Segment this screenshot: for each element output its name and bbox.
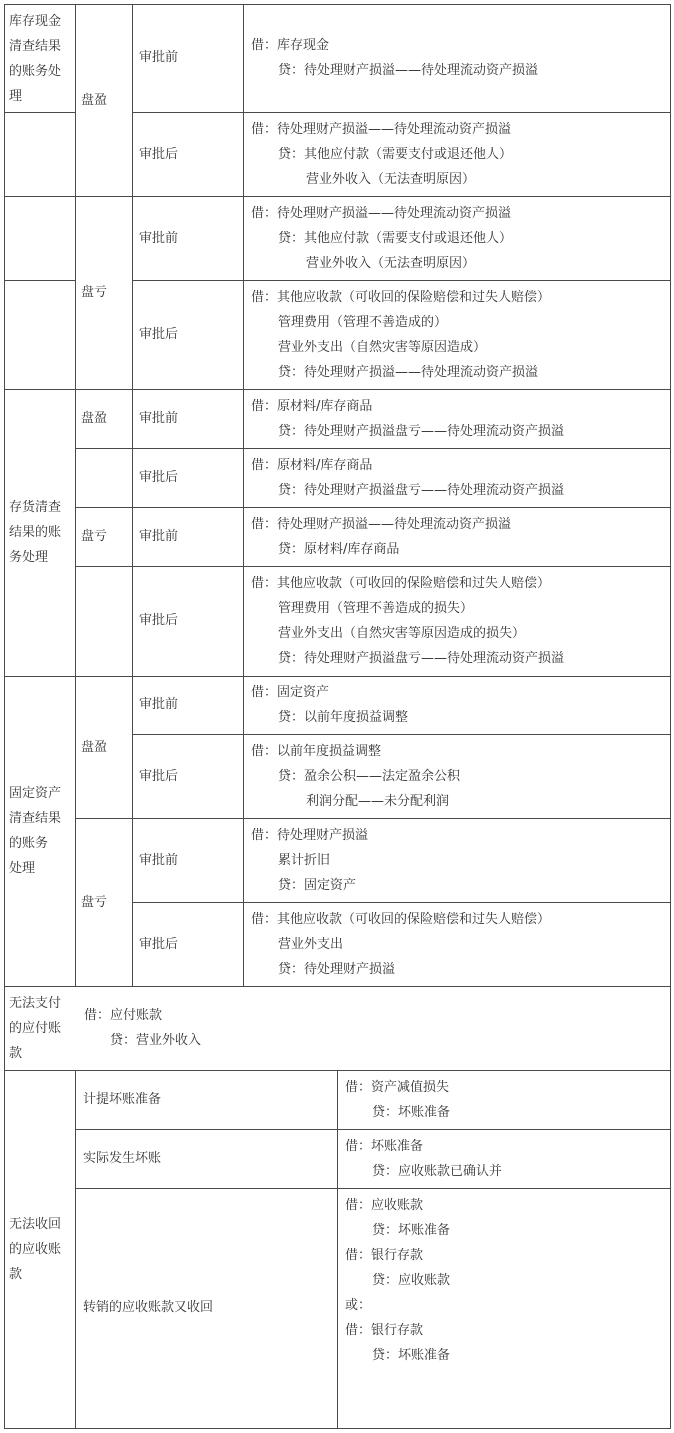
entry-credit: 贷：待处理财产损溢盘亏——待处理流动资产损溢 [278, 483, 565, 498]
stage-label: 审批后 [139, 147, 179, 162]
stage-label: 审批前 [139, 411, 179, 426]
entry-continued: 营业外支出（自然灾害等原因造成） [278, 340, 487, 355]
entry-continued: 营业外支出（自然灾害等原因造成的损失） [278, 626, 526, 641]
entry-credit: 贷：待处理财产损溢——待处理流动资产损溢 [278, 365, 539, 380]
entry-credit: 贷：坏账准备 [372, 1105, 451, 1120]
entry-credit: 贷：应收账款 [372, 1273, 451, 1288]
entry-credit: 贷：坏账准备 [372, 1223, 451, 1238]
section-title-fixed-assets: 固定资产 清查结果 的账务 处理 [9, 786, 62, 876]
section-title-cash: 库存现金 清查结果 的账务处 理 [9, 14, 62, 104]
entry-credit: 贷：以前年度损益调整 [278, 710, 409, 725]
entry-debit: 借：银行存款 [345, 1248, 424, 1263]
entry-debit: 借：其他应收款（可收回的保险赔偿和过失人赔偿） [251, 290, 551, 305]
entry-debit: 借：以前年度损益调整 [251, 744, 382, 759]
stage-label: 审批后 [139, 470, 179, 485]
entry-continued: 利润分配——未分配利润 [306, 794, 450, 809]
stage-label: 审批前 [139, 50, 179, 65]
entry-debit: 借：固定资产 [251, 685, 330, 700]
group-label-shortage: 盘亏 [81, 895, 108, 910]
entry-continued: 营业外收入（无法查明原因） [306, 256, 476, 271]
entry-debit: 借：资产减值损失 [345, 1080, 450, 1095]
stage-label: 审批后 [139, 327, 179, 342]
entry-credit: 贷：待处理财产损溢盘亏——待处理流动资产损溢 [278, 424, 565, 439]
section-title-unpayable: 无法支付 的应付账 款 [9, 996, 62, 1061]
entry-debit: 借：坏账准备 [345, 1139, 424, 1154]
entry-debit: 借：待处理财产损溢——待处理流动资产损溢 [251, 517, 512, 532]
entry-credit: 贷：待处理财产损溢 [278, 962, 396, 977]
entry-continued: 管理费用（管理不善造成的损失） [278, 601, 474, 616]
entry-credit: 贷：应收账款已确认并 [372, 1164, 503, 1179]
stage-label: 审批前 [139, 231, 179, 246]
entry-debit: 借：库存现金 [251, 38, 330, 53]
entry-debit: 借：待处理财产损溢——待处理流动资产损溢 [251, 122, 512, 137]
stage-label: 审批后 [139, 613, 179, 628]
entry-credit: 贷：原材料/库存商品 [278, 542, 400, 557]
stage-label: 审批后 [139, 937, 179, 952]
entry-debit: 借：银行存款 [345, 1323, 424, 1338]
row-label: 转销的应收账款又收回 [83, 1300, 214, 1315]
entry-continued: 营业外收入（无法查明原因） [306, 172, 476, 187]
entry-credit: 贷：其他应付款（需要支付或退还他人） [278, 147, 513, 162]
stage-label: 审批后 [139, 769, 179, 784]
section-title-uncollectible: 无法收回 的应收账 款 [9, 1217, 62, 1282]
entry-credit: 贷：盈余公积——法定盈余公积 [278, 769, 461, 784]
entry-credit: 贷：待处理财产损溢盘亏——待处理流动资产损溢 [278, 651, 565, 666]
entry-debit: 借：原材料/库存商品 [251, 458, 373, 473]
entry-credit: 贷：待处理财产损溢——待处理流动资产损溢 [278, 63, 539, 78]
entry-debit: 借：应收账款 [345, 1198, 424, 1213]
group-label-surplus: 盘盈 [81, 740, 108, 755]
stage-label: 审批前 [139, 697, 179, 712]
entry-debit: 借：其他应收款（可收回的保险赔偿和过失人赔偿） [251, 912, 551, 927]
entry-continued: 管理费用（管理不善造成的） [278, 315, 448, 330]
entry-debit: 借：原材料/库存商品 [251, 399, 373, 414]
entry-credit: 贷：固定资产 [278, 878, 357, 893]
entry-debit: 借：其他应收款（可收回的保险赔偿和过失人赔偿） [251, 576, 551, 591]
entry-or: 或： [345, 1298, 372, 1313]
entry-debit: 借：待处理财产损溢——待处理流动资产损溢 [251, 206, 512, 221]
stage-label: 审批前 [139, 529, 179, 544]
row-label: 计提坏账准备 [83, 1092, 162, 1107]
entry-continued: 营业外支出 [278, 937, 344, 952]
entry-debit: 借：应付账款 [84, 1008, 163, 1023]
group-label-shortage: 盘亏 [81, 285, 108, 300]
group-label-shortage: 盘亏 [81, 529, 108, 544]
entry-credit: 贷：营业外收入 [110, 1033, 202, 1048]
group-label-surplus: 盘盈 [81, 411, 108, 426]
stage-label: 审批前 [139, 853, 179, 868]
row-label: 实际发生坏账 [83, 1151, 162, 1166]
group-label-surplus: 盘盈 [81, 93, 108, 108]
entry-credit: 贷：坏账准备 [372, 1348, 451, 1363]
section-title-inventory: 存货清查 结果的账 务处理 [9, 500, 62, 565]
entry-debit: 借：待处理财产损溢 [251, 828, 369, 843]
entry-continued: 累计折旧 [278, 853, 331, 868]
entry-credit: 贷：其他应付款（需要支付或退还他人） [278, 231, 513, 246]
